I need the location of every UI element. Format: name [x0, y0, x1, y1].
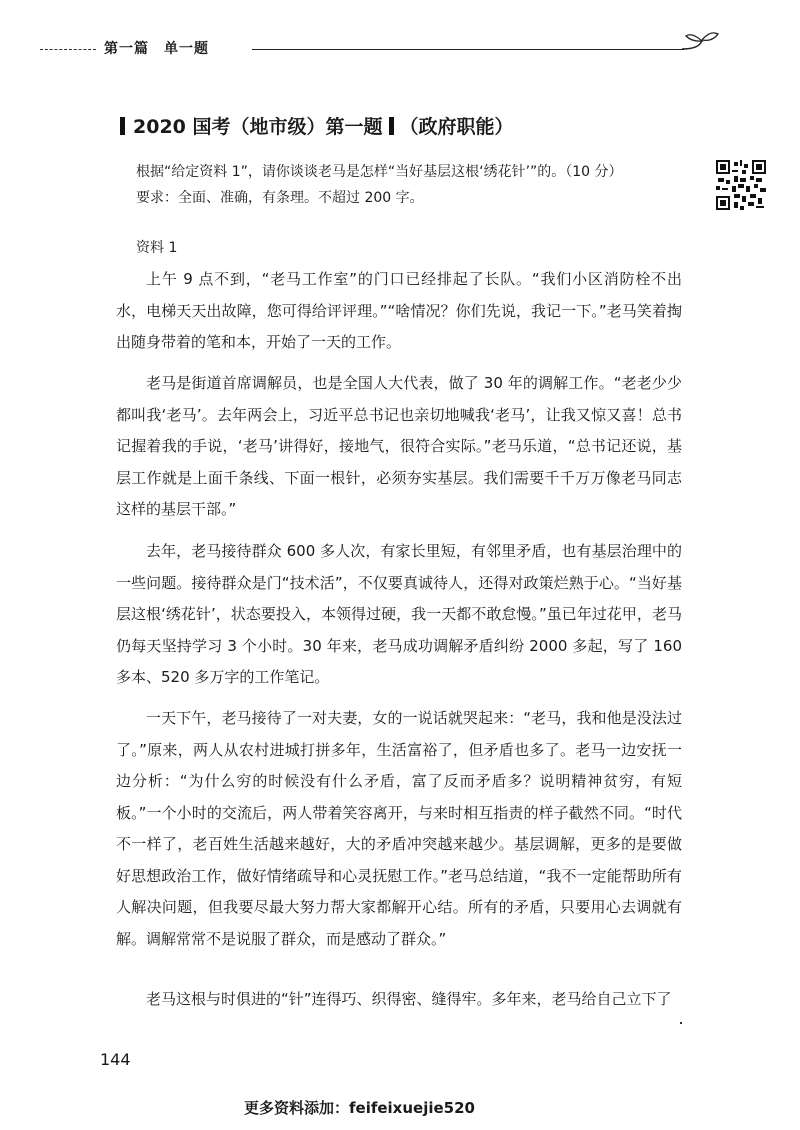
material-paragraph: 一天下午，老马接待了一对夫妻，女的一说话就哭起来：“老马，我和他是没法过了。”原来，两人从农村进城打拼多年，生活富裕了，但矛盾也多了。老马一边安抚一边分析：“为什么穷的时候没有什么矛盾，富了反而矛盾多？说明精神贫穷，有短板。”一个小时的交流后，两人带着笑容离开，与来时相互指责的样子截然不同。“时代不一样了，老百姓生活越来越好，大的矛盾冲突越来越少。基层调解，更多的是要做好思想政治工作，做好情绪疏导和心灵抚慰工作。”老马总结道，“我不一定能帮助所有人解决问题，但我要尽最大努力帮大家都解开心结。所有的矛盾，只要用心去调就有解。调解常常不是说服了群众，而是感动了群众。”: [116, 709, 682, 948]
material-label: 资料 1: [136, 240, 178, 256]
title-bar-marker: [120, 117, 125, 135]
material-paragraph: 老马这根与时俱进的“针”连得巧、织得密、缝得牢。多年来，老马给自己立下了: [146, 990, 672, 1008]
scan-speck: [680, 1022, 682, 1024]
material-paragraph: 去年，老马接待群众 600 多人次，有家长里短，有邻里矛盾，也有基层治理中的一些问题。接待群众是门“技术活”，不仅要真诚待人，还得对政策烂熟于心。“当好基层这根‘绣花针’，状态要投入，本领得过硬，我一天都不敢怠慢。”虽已年过花甲，老马仍每天坚持学习 3 个小时。30 年来，老马成功调解矛盾纠纷 2000 多起，写了 160 多本、520 多万字的工作笔记。: [116, 542, 682, 686]
question-requirement: 要求：全面、准确，有条理。不超过 200 字。: [136, 190, 424, 206]
header-lead-line: [40, 49, 96, 50]
sprout-icon: [680, 30, 720, 62]
question-tag: （政府职能）: [399, 116, 514, 138]
section-title: 第一篇 单一题: [104, 41, 209, 57]
material-paragraph: 上午 9 点不到，“老马工作室”的门口已经排起了长队。“我们小区消防栓不出水，电梯天天出故障，您可得给评评理。”“啥情况？你们先说，我记一下。”老马笑着掏出随身带着的笔和本，开始了一天的工作。: [116, 270, 682, 351]
footer-note: 更多资料添加：feifeixuejie520: [244, 1099, 475, 1117]
material-paragraph: 老马是街道首席调解员，也是全国人大代表，做了 30 年的调解工作。“老老少少都叫我‘老马’。去年两会上，习近平总书记也亲切地喊我‘老马’，让我又惊又喜！总书记握着我的手说，‘老马’讲得好，接地气，很符合实际。”老马乐道，“总书记还说，基层工作就是上面千条线、下面一根针，必须夯实基层。我们需要千千万万像老马同志这样的基层干部。”: [116, 374, 682, 518]
page-number: 144: [100, 1050, 131, 1069]
header-rule: [252, 49, 684, 50]
qr-code-icon: [716, 160, 766, 210]
running-header: [0, 30, 800, 70]
question-title-text: 2020 国考（地市级）第一题: [133, 116, 383, 138]
question-title: [120, 112, 514, 139]
question-prompt: 根据“给定资料 1”，请你谈谈老马是怎样“当好基层这根‘绣花针’”的。（10 分）: [136, 164, 623, 180]
title-bar-marker: [389, 117, 394, 135]
